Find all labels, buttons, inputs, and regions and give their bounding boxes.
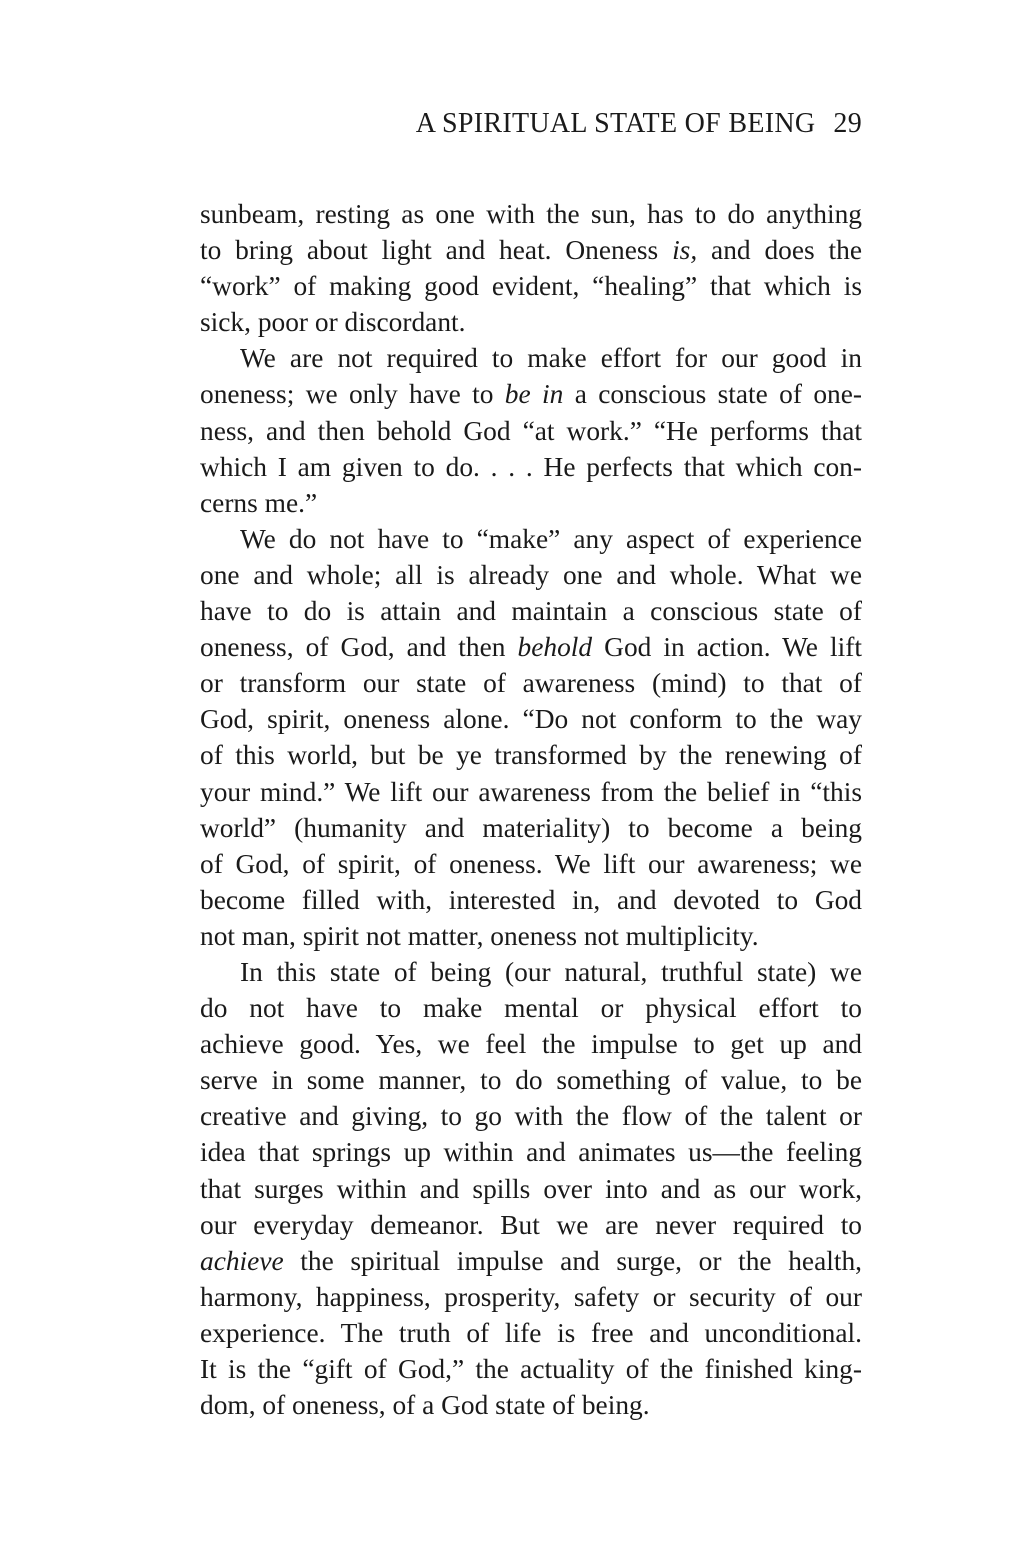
text-line [200, 774, 862, 810]
text-line [200, 918, 862, 954]
text-run: idea that springs up within and animates us—the feeling [200, 1137, 862, 1168]
text-run: In this state of being (our natural, truthful state) we [240, 956, 862, 987]
text-run: the spiritual impulse and surge, or the health, [283, 1245, 862, 1276]
text-line [200, 196, 862, 232]
text-run: one and whole; all is already one and whole. What we [200, 559, 862, 590]
text-run: and does the [697, 235, 862, 266]
text-run: experience. The truth of life is free and unconditional. [200, 1317, 862, 1348]
text-run: to bring about light and heat. Oneness [200, 235, 673, 266]
text-line [200, 1207, 862, 1243]
text-run: of God, of spirit, of oneness. We lift our awareness; we [200, 848, 862, 879]
text-run: achieve good. Yes, we feel the impulse to get up and [200, 1029, 862, 1060]
text-line [200, 665, 862, 701]
text-run: “work” of making good evident, “healing” that which is [200, 271, 862, 302]
text-run: or transform our state of awareness (mind) to that of [200, 668, 862, 699]
text-run: of this world, but be ye transformed by the renewing of [200, 740, 862, 771]
text-line [200, 340, 862, 376]
text-line [200, 810, 862, 846]
text-run: do not have to make mental or physical effort to [200, 993, 862, 1024]
text-line [200, 557, 862, 593]
paragraph [200, 521, 862, 954]
text-line [200, 1243, 862, 1279]
text-run: God in action. We lift [592, 632, 862, 663]
text-line [200, 304, 862, 340]
paragraph [200, 340, 862, 520]
running-head-title: A SPIRITUAL STATE OF BEING [415, 108, 816, 139]
text-line [200, 1315, 862, 1351]
text-run: sunbeam, resting as one with the sun, has to do anything [200, 199, 862, 229]
text-line [200, 232, 862, 268]
text-run: cerns me.” [200, 487, 318, 518]
page-number: 29 [833, 108, 862, 139]
text-line [200, 485, 862, 521]
text-line [200, 413, 862, 449]
text-line [200, 990, 862, 1026]
text-line [200, 846, 862, 882]
text-line [200, 954, 862, 990]
italic-text: achieve [200, 1245, 284, 1276]
text-line [200, 376, 862, 412]
text-line [200, 1171, 862, 1207]
text-run: oneness; we only have to [200, 379, 505, 410]
text-run: harmony, happiness, prosperity, safety or security of our [200, 1281, 862, 1312]
text-line [200, 629, 862, 665]
text-line [200, 1134, 862, 1170]
text-run: your mind.” We lift our awareness from the belief in “this [200, 776, 862, 807]
text-run: a conscious state of one- [563, 379, 862, 410]
text-line [200, 1279, 862, 1315]
text-run: world” (humanity and materiality) to become a being [200, 812, 862, 843]
text-run: creative and giving, to go with the flow of the talent or [200, 1101, 862, 1132]
text-run: oneness, of God, and then [200, 632, 518, 663]
text-run: dom, of oneness, of a God state of being. [200, 1390, 650, 1421]
text-run: have to do is attain and maintain a conscious state of [200, 596, 862, 627]
italic-text: behold [517, 632, 593, 663]
text-line [200, 593, 862, 629]
text-line [200, 737, 862, 773]
text-run: our everyday demeanor. But we are never required to [200, 1209, 862, 1240]
text-line [200, 449, 862, 485]
text-line [200, 882, 862, 918]
text-line [200, 1098, 862, 1134]
text-run: which I am given to do. . . . He perfects that which con- [200, 451, 862, 482]
text-run: We are not required to make effort for our good in [240, 343, 862, 374]
text-line [200, 521, 862, 557]
text-run: not man, spirit not matter, oneness not multiplicity. [200, 920, 759, 951]
text-run: It is the “gift of God,” the actuality of the finished king- [200, 1354, 862, 1384]
paragraph [200, 954, 862, 1423]
text-line [200, 1062, 862, 1098]
text-line [200, 1351, 862, 1387]
paragraph [200, 196, 862, 340]
italic-text: is, [672, 235, 698, 266]
text-run: that surges within and spills over into and as our work, [200, 1173, 862, 1204]
text-line [200, 268, 862, 304]
body-text [200, 196, 862, 1423]
text-line [200, 1387, 862, 1423]
italic-text: be in [504, 379, 564, 410]
text-run: God, spirit, oneness alone. “Do not conform to the way [200, 704, 862, 735]
text-run: We do not have to “make” any aspect of experience [240, 523, 862, 554]
text-run: ness, and then behold God “at work.” “He performs that [200, 415, 862, 446]
text-run: serve in some manner, to do something of value, to be [200, 1065, 862, 1096]
running-head [200, 104, 862, 144]
text-line [200, 701, 862, 737]
text-run: become filled with, interested in, and devoted to God [200, 884, 862, 915]
text-line [200, 1026, 862, 1062]
text-run: sick, poor or discordant. [200, 307, 466, 338]
